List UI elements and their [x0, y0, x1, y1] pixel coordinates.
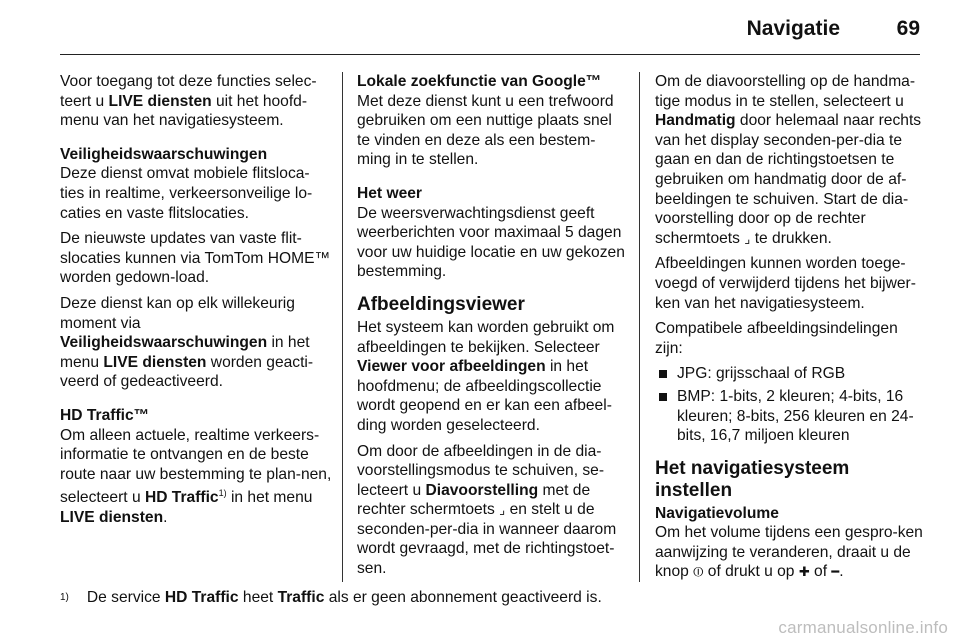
- paragraph: Om het volume tijdens een gespro-ken aanwijzing te veranderen, draait u de knop ⏼ of drukt u op ✚ of ━.: [655, 524, 923, 581]
- paragraph: Om alleen actuele, realtime verkeers-informatie te ontvangen en de beste route naar uw bestemming te plan-nen, selecteert u HD Traffic$^{1)}$ in het menu LIVE diensten.: [60, 426, 332, 527]
- section-heading-large: Het navigatiesysteem instellen: [655, 457, 850, 501]
- softkey-right-icon: ⌟: [744, 230, 751, 246]
- paragraph: De nieuwste updates van vaste flit-slocaties kunnen via TomTom HOME™ worden gedown-load.: [60, 230, 331, 287]
- footnote-ref: 1): [218, 488, 227, 499]
- section-heading: Het weer: [357, 184, 423, 202]
- softkey-right-icon: ⌟: [499, 502, 506, 518]
- page-title: Navigatie: [746, 17, 840, 40]
- paragraph: Deze dienst omvat mobiele flitsloca-ties in realtime, verkeersonveilige lo-caties en vaste flitslocaties.: [60, 165, 313, 222]
- section-heading: Veiligheidswaarschuwingen: [60, 145, 268, 163]
- bullet-square-icon: [659, 393, 667, 401]
- section-heading: HD Traffic™: [60, 406, 150, 424]
- section-heading: Navigatievolume: [655, 504, 779, 522]
- header-rule: [60, 54, 920, 55]
- minus-icon: ━: [831, 564, 840, 580]
- footnote: $^{1)}$ De service HD Traffic heet Traffic als er geen abonnement geactiveerd is.: [60, 589, 602, 606]
- bullet-square-icon: [659, 370, 667, 378]
- plus-icon: ✚: [798, 564, 810, 580]
- list-item: JPG: grijsschaal of RGB: [659, 364, 927, 384]
- column-2: [357, 72, 629, 585]
- paragraph: Afbeeldingen kunnen worden toege-voegd of verwijderd tijdens het bijwer-ken van het navigatiesysteem.: [655, 255, 916, 312]
- watermark: carmanualsonline.info: [778, 618, 948, 637]
- page-header: [0, 0, 960, 56]
- page-number: 69: [896, 17, 920, 40]
- paragraph: De weersverwachtingsdienst geeft weerberichten voor maximaal 5 dagen voor uw huidige locatie en uw gekozen bestemming.: [357, 204, 625, 281]
- column-divider: [342, 72, 343, 582]
- paragraph: Om de diavoorstelling op de handma-tige modus in te stellen, selecteert u Handmatig door helemaal naar rechts van het display seconden-per-dia te gaan en dan de richtingstoetsen te gebruiken om handmatig door de af-beeldingen te schuiven. Start de dia-voorstelling door op de rechter schermtoets ⌟ te drukken.: [655, 73, 922, 247]
- paragraph: Compatibele afbeeldingsindelingen zijn:: [655, 320, 898, 357]
- list-item: BMP: 1-bits, 2 kleuren; 4-bits, 16 kleuren; 8-bits, 256 kleuren en 24-bits, 16,7 miljoen kleuren: [659, 387, 927, 446]
- paragraph: Om door de afbeeldingen in de dia-voorstellingsmodus te schuiven, se-lecteert u Diavoorstelling met de rechter schermtoets ⌟ en stelt u de seconden-per-dia in wanneer daarom wordt gevraagd, met de richtingstoet-sen.: [357, 442, 617, 578]
- paragraph: Het systeem kan worden gebruikt om afbeeldingen te bekijken. Selecteer Viewer voor afbeeldingen in het hoofdmenu; de afbeeldingscollectie wordt geopend en er kan een afbeel-ding worden geselecteerd.: [357, 318, 615, 434]
- column-3: [655, 72, 927, 588]
- column-1: [60, 72, 332, 534]
- paragraph: Met deze dienst kunt u een trefwoord gebruiken om een nuttige plaats snel te vinden en deze als een bestem-ming in te stellen.: [357, 92, 614, 169]
- knob-icon: ⏼: [693, 564, 704, 580]
- section-heading: Lokale zoekfunctie van Google™: [357, 73, 602, 90]
- section-heading-large: Afbeeldingsviewer: [357, 293, 525, 315]
- column-divider: [639, 72, 640, 582]
- paragraph: Deze dienst kan op elk willekeurig moment via Veiligheidswaarschuwingen in het menu LIVE diensten worden geacti-veerd of gedeactiveerd.: [60, 294, 314, 391]
- intro-paragraph: Voor toegang tot deze functies selec-teert u LIVE diensten uit het hoofd-menu van het navigatiesysteem.: [60, 73, 317, 130]
- footnote-mark: 1): [60, 592, 69, 603]
